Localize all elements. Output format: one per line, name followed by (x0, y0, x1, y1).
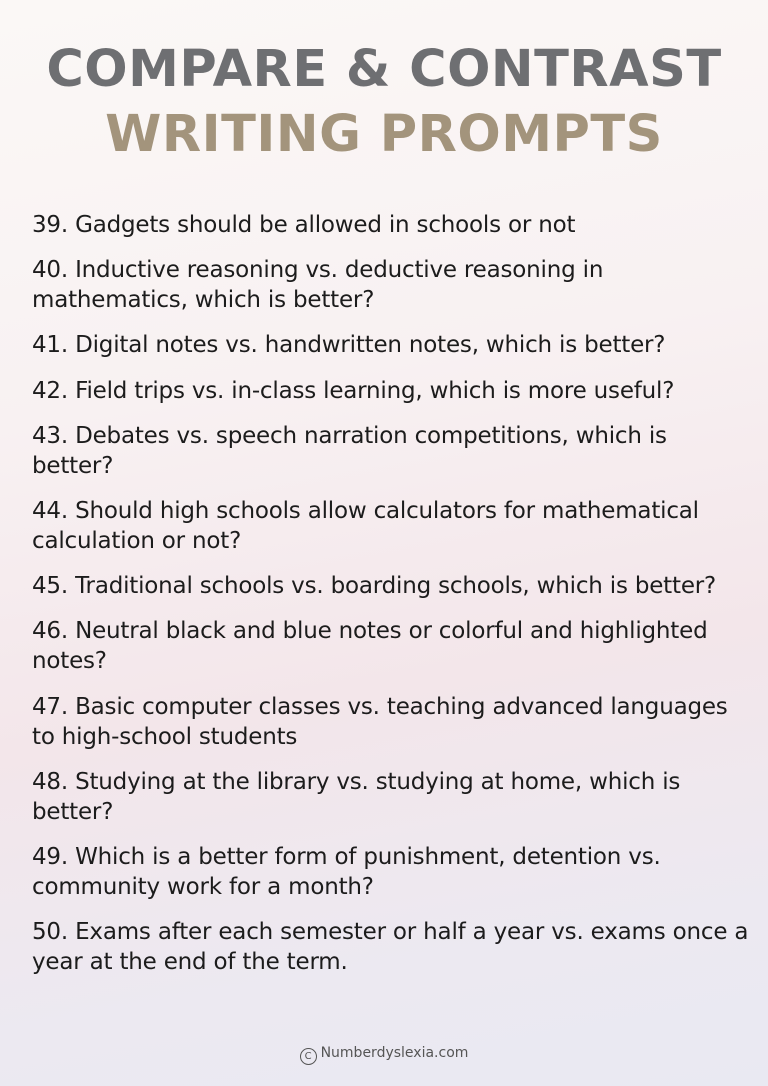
prompt-item-40: 40. Inductive reasoning vs. deductive reasoning in mathematics, which is better? (32, 257, 604, 314)
prompt-item-48: 48. Studying at the library vs. studying at home, which is better? (32, 768, 681, 825)
page-title-line-2: WRITING PROMPTS (105, 105, 663, 164)
prompt-item-44: 44. Should high schools allow calculators for mathematical calculation or not? (32, 497, 699, 554)
page-title-line-1: COMPARE & CONTRAST (46, 40, 722, 99)
prompt-item-49: 49. Which is a better form of punishment, detention vs. community work for a month? (32, 843, 661, 900)
prompt-item-45: 45. Traditional schools vs. boarding schools, which is better? (32, 573, 717, 600)
prompt-item-47: 47. Basic computer classes vs. teaching advanced languages to high-school students (32, 693, 728, 750)
prompt-item-46: 46. Neutral black and blue notes or colorful and highlighted notes? (32, 618, 708, 675)
footer-credit (0, 1045, 768, 1065)
prompt-item-43: 43. Debates vs. speech narration competitions, which is better? (32, 422, 667, 479)
prompt-item-42: 42. Field trips vs. in-class learning, which is more useful? (32, 377, 675, 404)
prompt-item-50: 50. Exams after each semester or half a year vs. exams once a year at the end of the term. (32, 919, 749, 976)
prompt-item-39: 39. Gadgets should be allowed in schools or not (32, 212, 576, 238)
copyright-icon (300, 1048, 317, 1065)
prompt-list (32, 210, 752, 992)
prompt-item-41: 41. Digital notes vs. handwritten notes, which is better? (32, 332, 666, 359)
footer-site-name: Numberdyslexia.com (320, 1045, 469, 1061)
